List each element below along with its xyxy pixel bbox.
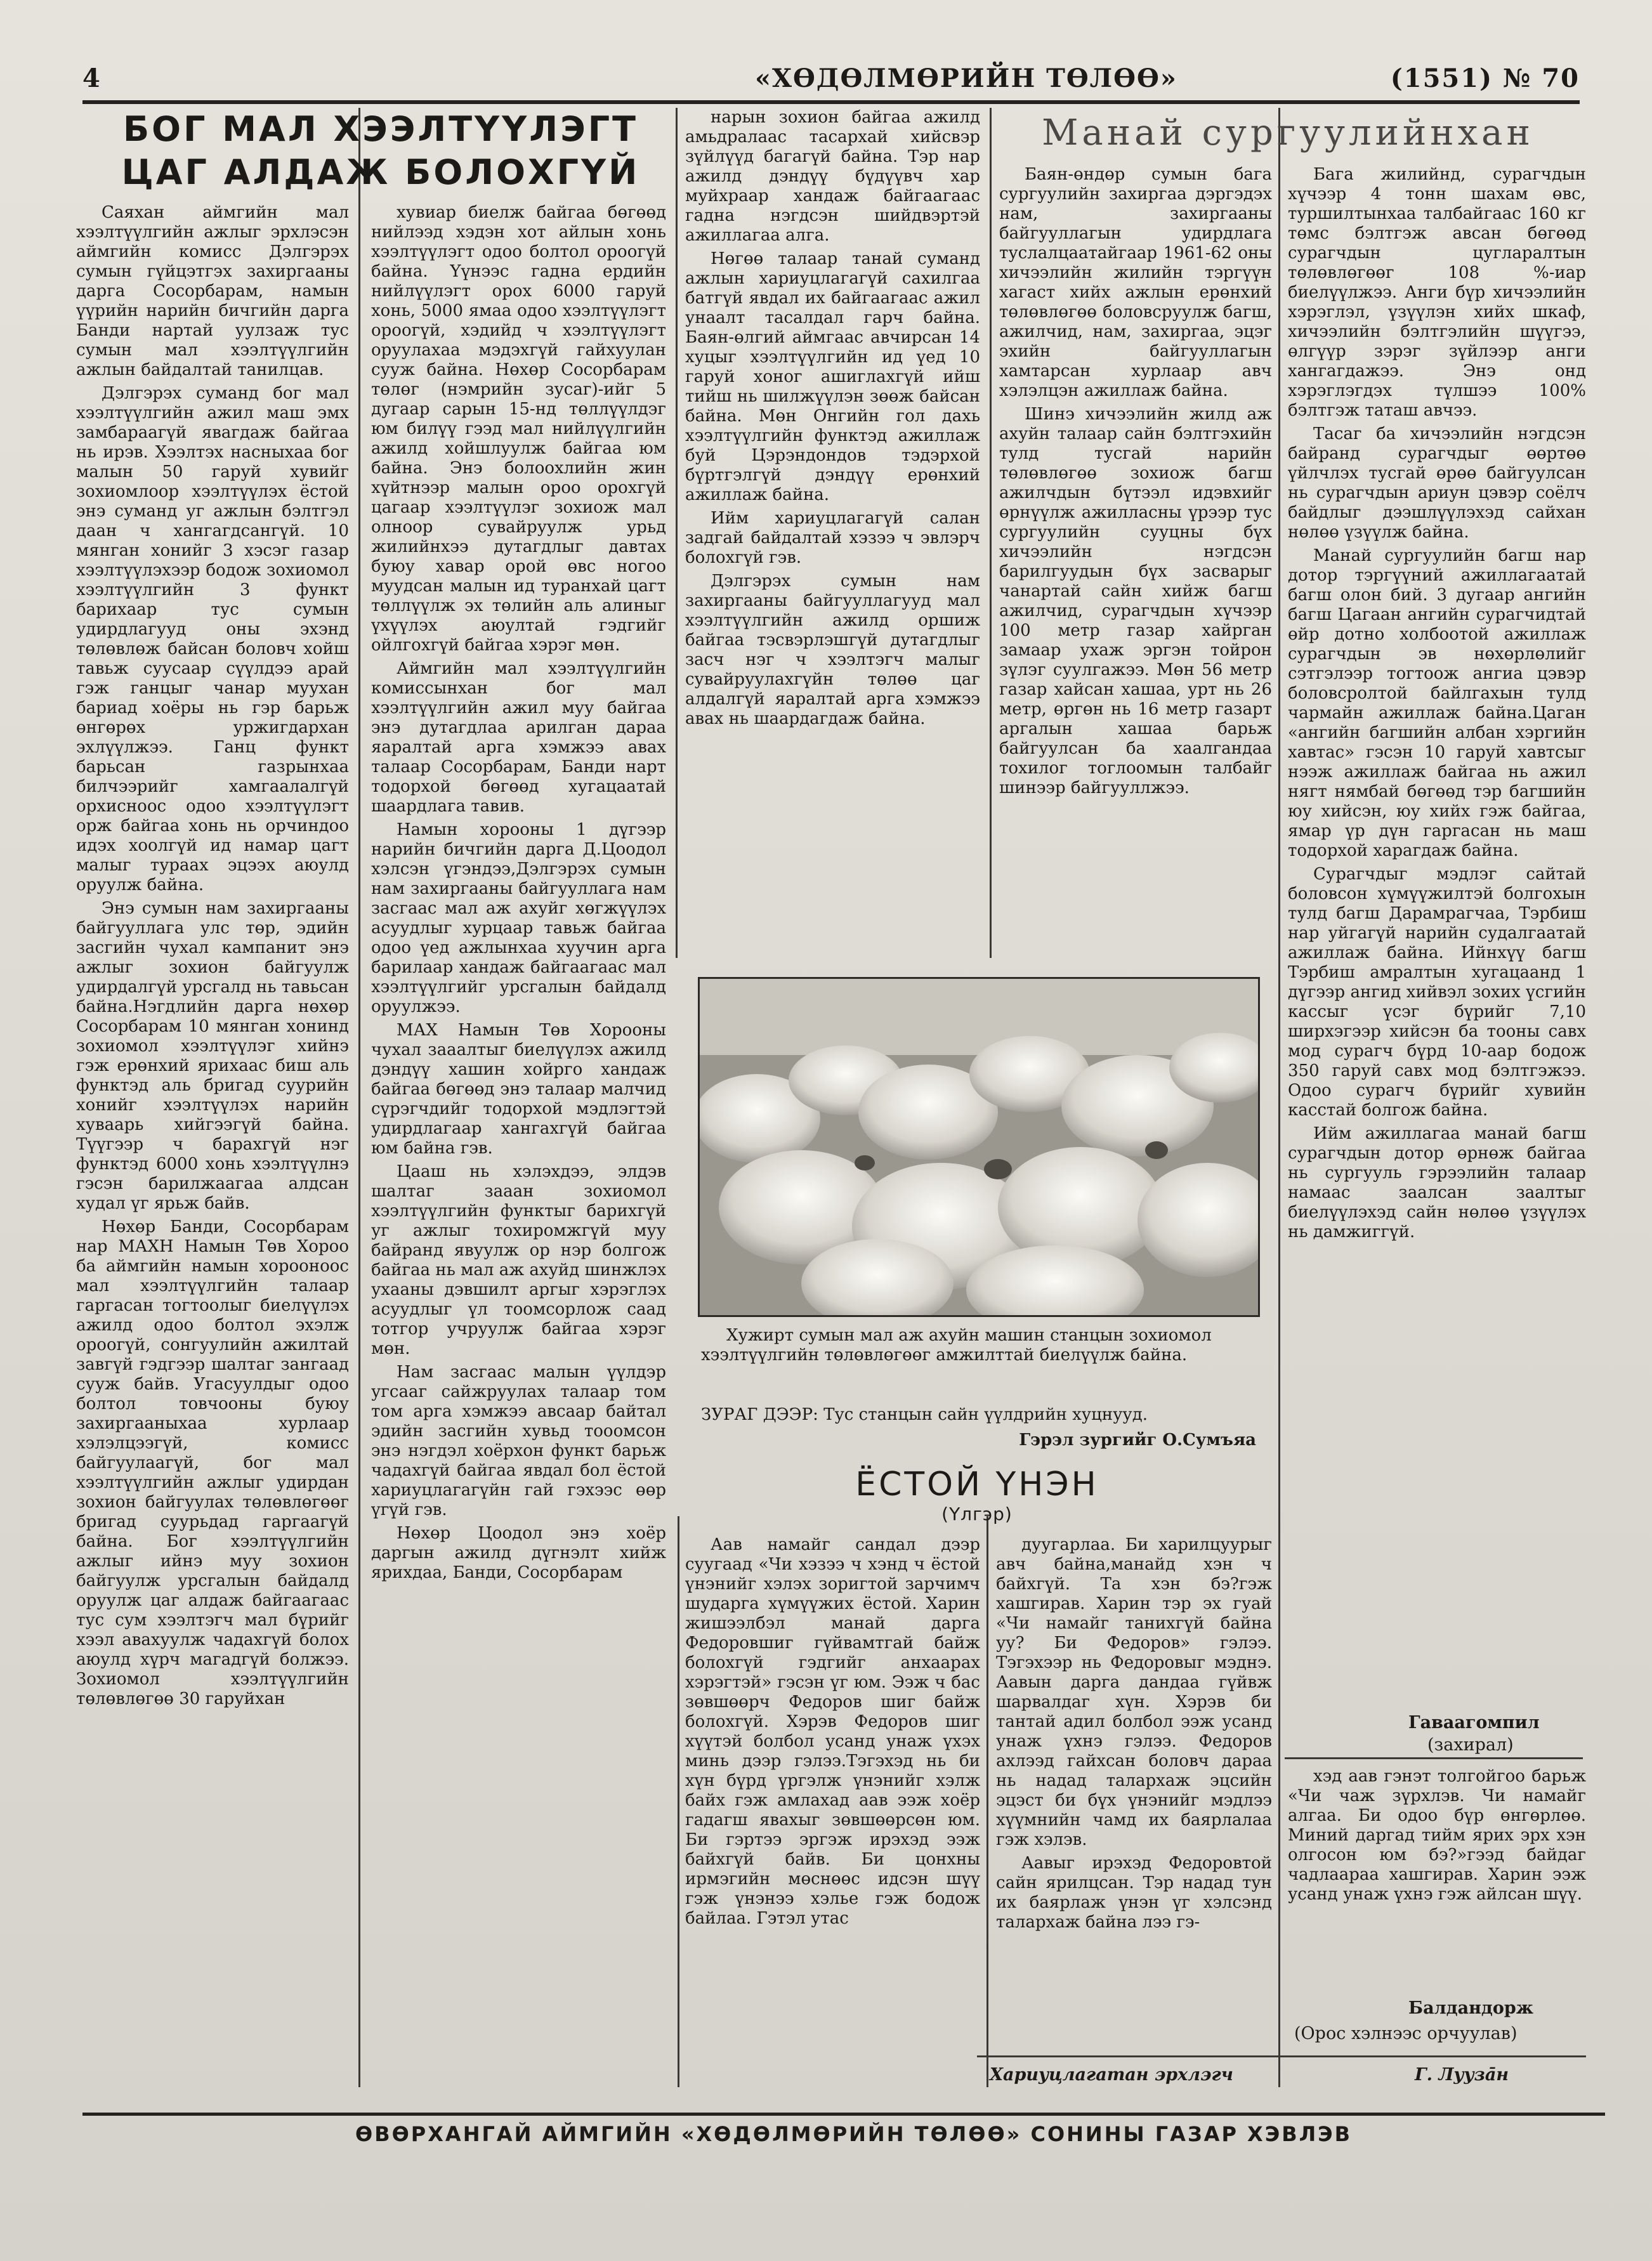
article1-headline: [89, 108, 672, 194]
paragraph: Цааш нь хэлэхдээ, элдэв шалтаг зааан зохиомол хээлтүүлгийн функтыг барихгүй уг ажлыг тохиромжгүй муу байранд явуулж ор нэр болгож байгаа нь мал аж ахуйд шинжлэх ухааны дэвшилт аргыг хэрэглэх асуудлыг үл тоомсорлож саад тотгор учруулж байгаа хэрэг мөн.: [371, 1162, 666, 1358]
column-divider: [1278, 108, 1280, 2087]
paragraph: Ийм ажиллагаа манай багш сурагчдын дотор өрнөж байгаа нь сургууль гэрээлийн талаар намаас заалсан заалтыг биелүүлэхэд сайн нөлөө үзүүлэх нь дамжиггүй.: [1288, 1124, 1586, 1242]
sheep-photo: [698, 977, 1260, 1317]
article3-column-1: [685, 1535, 980, 2081]
paragraph: дуугарлаа. Би харилцуурыг авч байна,манайд хэн ч байхгүй. Та хэн бэ?гэж хашгирав. Харин тэр эх гуай «Чи намайг танихгүй байна уу? Би Федоров» гэлээ. Тэгэхээр нь Федоровыг мэднэ. Аавын дарга дандаа гүйвж шарвалдаг хүн. Хэрэв би тантай адил болбол ээж усанд унаж үхнэ гэлээ. Федоров ахлээд гайхсан боловч дараа нь надад талархаж эцсийн эцэст би бүх үнэнийг мэдлээ хүүмнийн чамд их баярлалаа гэж хэлэв.: [996, 1535, 1272, 1849]
article-separator: [1285, 1757, 1583, 1759]
paragraph: Сурагчдыг мэдлэг сайтай боловсон хүмүүжилтэй болгохын тулд багш Дарамрагчаа, Тэрбиш нар уйгагүй нарийн судалгаатай ажиллаж байна. Ийнхүү багш Тэрбиш амралтын хугацаанд 1 дүгээр ангид хийвэл зохих үсгийн кассыг үсэг бүрийг 7,10 ширхэгээр хийсэн ба тооны савх мод сурагч бүрд 10-аар бодож 350 гаруй савх мод бэлтгэжээ. Одоо сурагч бүрийг хувийн касстай болгож байна.: [1288, 865, 1586, 1120]
article2-headline: Манай сургуулийнхан: [1042, 112, 1534, 154]
footer-rule: [82, 2113, 1605, 2116]
paragraph: Дэлгэрэх суманд бог мал хээлтүүлгийн ажил маш эмх замбараагүй явагдаж байгаа нь ирэв. Хээлтэх насныхаа бог малын 50 гаруй хувийг зохиомлоор хээлтүүлэх ёстой энэ суманд уг ажлын бэлтгэл даан ч хангагдсангүй. 10 мянган хонийг 3 хэсэг газар хээлтүүлэхээр бодож зохиомол хээлтүүлгийн 3 функт барихаар тус сумын удирдлагууд оны эхэнд төлөвлөж байсан боловч хойш тавьж суусаар сүүлдээ арай гэж ганцыг чанар муухан бариад хоёры нь гэр барьж өнгөрөх уржигдархан эхлүүлжээ. Ганц функт барьсан газрынхаа билчээрийг хамгаалалгүй орхисноос одоо хээлтүүлэгт орж байгаа хонь нь орчиндоо идэх хоолгүй ид намар цагт малыг тураах эцээх аюулд оруулж байна.: [76, 384, 349, 895]
newspaper-title: «ХӨДӨЛМӨРИЙН ТӨЛӨӨ»: [755, 63, 1177, 93]
article1-headline-line2: ЦАГ АЛДАЖ БОЛОХГҮЙ: [121, 152, 640, 192]
paragraph: Саяхан аймгийн мал хээлтүүлгийн ажлыг эрхлэсэн аймгийн комисс Дэлгэрэх сумын гүйцэтгэх захиргааны дарга Сосорбарам, намын үүрийн нарийн бичгийн дарга Банди нартай уулзаж тус сумын мал хээлтүүлгийн ажлын байдалтай танилцав.: [76, 203, 349, 379]
editor-rule: [977, 2055, 1586, 2057]
article2-author: Гаваагомпил: [1408, 1713, 1540, 1733]
paragraph: Нөхөр Цоодол энэ хоёр даргын ажилд дүгнэлт хийж ярихдаа, Банди, Сосорбарам: [371, 1524, 666, 1582]
article3-author-role: (Орос хэлнээс орчуулав): [1294, 2024, 1518, 2043]
column-divider: [678, 1516, 679, 2087]
article1-column-2: [371, 203, 666, 2100]
article3-subhead: (Үлгэр): [941, 1504, 1013, 1524]
editor-title: Хариуцлагатан эрхлэгч: [990, 2065, 1233, 2085]
paragraph: Манай сургуулийн багш нар дотор тэргүүний ажиллагаатай багш олон бий. 3 дугаар ангийн багш Цагаан ангийн сурагчидтай өйр дотно холбоотой ажиллаж сурагчдын эв нөхөрлөлийг сэтгэлээр тогтоож ангиа цэвэр боловсролтой байлгахын тулд чармайн ажиллаж байна.Цаган «ангийн багшийн албан хэргийн хавтас» гэсэн 10 гаруй хавтсыг нээж ажиллаж байгаа нь ажил нягт нямбай бөгөөд тэр багшийн юу хийсэн, юу хийх гэж байгаа, ямар үр дүн гаргасан нь маш тодорхой харагдаж байна.: [1288, 546, 1586, 860]
paragraph: Аавыг ирэхэд Федоровтой сайн ярилцсан. Тэр надад тун их баярлаж үнэн үг хэлсэнд талархаж байна лээ гэ-: [996, 1854, 1272, 1932]
paragraph: хэд аав гэнэт толгойгоо барьж «Чи чаж зүрхлэв. Чи намайг алгаа. Би одоо бүр өнгөрлөө. Миний даргад тийм ярих эрх хэн олгосон юм бэ?»гээд байдаг чадлаараа хашгирав. Харин ээж усанд унаж үхнэ гэж айлсан шүү.: [1288, 1767, 1586, 1904]
article3-headline: ЁСТОЙ ҮНЭН: [855, 1465, 1099, 1504]
paragraph: Дэлгэрэх сумын нам захиргааны байгууллагууд мал хээлтүүлгийн ажилд оршиж байгаа тэсвэрлэшгүй дутагдлыг засч нэг ч хээлтэгч малыг сувайруулахгүйн төлөө цаг алдалгүй яаралтай арга хэмжээ авах нь шаардагдаж байна.: [685, 572, 980, 728]
article1-column-3: [685, 108, 980, 958]
sheep-photo-image: [700, 979, 1258, 1315]
editor-name: Г. Лууза̄н: [1415, 2065, 1509, 2085]
printer-footer: ӨВӨРХАНГАЙ АЙМГИЙН «ХӨДӨЛМӨРИЙН ТӨЛӨӨ» СОНИНЫ ГАЗАР ХЭВЛЭВ: [355, 2122, 1353, 2146]
paragraph: Нөгөө талаар танай суманд ажлын хариуцлагагүй сахилгаа батгүй явдал их байгаагаас ажил унаалт тасалдал гарч байна. Баян-өлгий аймгаас авчирсан 14 хуцыг хээлтүүлгийн ид үед 10 гаруй хоног ашиглахгүй ийш тийш нь шилжүүлэн зөөж байсан байна. Мөн Онгийн гол дахь хээлтүүлгийн функтэд ажиллаж буй Цэрэндондов тэдэрхой бүртгэлгүй дэндүү ерөнхий ажиллаж байна.: [685, 249, 980, 504]
column-divider: [987, 1516, 988, 2087]
paragraph: хувиар биелж байгаа бөгөөд нийлээд хэдэн хот айлын хонь хээлтүүлэгт одоо болтол ороогүй байна. Үүнээс гадна ердийн нийлүүлэгт орох 6000 гаруй хонь, 5000 ямаа одоо хээлтүүлэгт ороогүй, хэдийд ч хээлтүүлэгт оруулахаа мэдэхгүй гайхуулан сууж байна. Нөхөр Сосорбарам төлөг (нэмрийн зусаг)-ийг 5 дугаар сарын 15-нд төллүүлдэг юм билүү гээд мал нийлүүлгийн ажилд хойшлуулж байгаа юм байна. Энэ болоохлийн жин хүйтнээр малын ороо орохгүй цагаар хээлтүүлэг зохиож мал олноор сувайруулж урьд жилийнхээ дутагдлыг давтах буюу хавар орой өвс ногоо муудсан малын ид туранхай цагт төллүүлж эх төлийн аль алиныг үхүүлэх аюултай гэдгийг ойлгохгүй байгаа хэрэг мөн.: [371, 203, 666, 655]
article3-author: Балдандорж: [1408, 1998, 1534, 2018]
paragraph: Нөхөр Банди, Сосорбарам нар МАХН Намын Төв Хороо ба аймгийн намын хорооноос мал хээлтүүлгийн талаар гаргасан тогтоолыг биелүүлэх ажилд одоо болтол эхэлж ороогүй, сонгуулийн ажилтай завгүй гэдгээр шалтаг зангаад сууж байв. Угасуулдыг одоо болтол товчооны буюу захиргааныхаа хурлаар хэлэлцээгүй, комисс байгуулаагүй, бог мал хээлтүүлгийн ажлыг удирдан зохион байгуулах төлөвлөгөөг бригад суурьдад гаргаагүй байна. Бог хээлтүүлгийн ажлыг ийнэ муу зохион байгуулж урсгалын байдалд оруулж цаг алдаж байгаагаас тус сум хээлтэгч мал бүрийг хээл авахуулж чадахгүй болох аюулд хүрч магадгүй болжээ. Зохиомол хээлтүүлгийн төлөвлөгөө 30 гаруйхан: [76, 1217, 349, 1708]
paragraph: Бага жилийнд, сурагчдын хүчээр 4 тонн шахам өвс, туршилтынхаа талбайгаас 160 кг төмс бэлтгэж авсан бөгөөд сурагчдын цугларалтын төлөвлөгөөг 108 %-иар биелүүлжээ. Анги бүр хичээлийн хэрэглэл, үзүүлэн хийх шкаф, хичээлийн бэлтгэлийн шүүгээ, өлгүүр зэрэг зүйлээр анги хангагдажээ. Энэ онд хэрэглэгдэх түлшээ 100% бэлтгэж таташ авчээ.: [1288, 165, 1586, 420]
paragraph: Энэ сумын нам захиргааны байгууллага улс төр, эдийн засгийн чухал кампанит энэ ажлыг зохион байгуулж удирдалгүй урсгалд нь тавьсан байна.Нэгдлийн дарга нөхөр Сосорбарам 10 мянган хонинд зохиомол хээлтүүлэг хийнэ гэж ерөнхий ярихаас биш аль функтэд аль бригад суурийн хонийг хээлтүүлэх нарийн хуваарь хийгээгүй байна. Түүгээр ч барахгүй нэг функтэд 6000 хонь хээлтүүлнэ гэсэн барилжаагаа алдсан худал үг ярьж байв.: [76, 899, 349, 1213]
paragraph: Ийм хариуцлагагүй салан задгай байдалтай хэзээ ч эвлэрч болохгүй гэв.: [685, 509, 980, 567]
article1-column-1: [76, 203, 349, 2100]
article2-column-1: [999, 165, 1272, 945]
column-divider: [676, 108, 678, 958]
paragraph: нарын зохион байгаа ажилд амьдралаас тасархай хийсвэр зүйлүүд багагүй байна. Тэр нар ажилд дэндүү бүдүүвч хар муйхраар хандаж байгаагаас гадна нэгдсэн шийдвэртэй ажиллагаа алга.: [685, 108, 980, 245]
column-divider: [358, 108, 360, 2087]
paragraph: МАХ Намын Төв Хорооны чухал зааалтыг биелүүлэх ажилд дэндүү хашин хойрго хандаж байгаа бөгөөд энэ талаар малчид сүрэгчдийг тодорхой мэдлэгтэй удирдлагаар хангахгүй байгаа юм байна гэв.: [371, 1021, 666, 1158]
article2-column-2: [1288, 165, 1586, 1707]
header-rule: [82, 100, 1580, 104]
issue-number: (1551) № 70: [1390, 63, 1580, 93]
article3-column-2: [996, 1535, 1272, 2068]
paragraph: Аймгийн мал хээлтүүлгийн комиссынхан бог мал хээлтүүлгийн ажил муу байгаа энэ дутагдлаа арилган дараа яаралтай арга хэмжээ авах талаар Сосорбарам, Банди нарт тодорхой бөгөөд хугацаатай шаардлага тавив.: [371, 659, 666, 816]
paragraph: Тасаг ба хичээлийн нэгдсэн байранд сурагчдыг өөртөө үйлчлэх тусгай өрөө байгуулсан нь сурагчдын ариун цэвэр соёлч байдлыг дээшлүүлэхэд сайхан нөлөө үзүүлж байна.: [1288, 424, 1586, 542]
page-header: [38, 57, 1580, 102]
article2-author-role: (захирал): [1427, 1735, 1514, 1755]
photo-credit: Гэрэл зургийг О.Сумъяа: [1019, 1431, 1256, 1450]
article1-headline-line1: БОГ МАЛ ХЭЭЛТҮҮЛЭГТ: [123, 109, 638, 149]
paragraph: Аав намайг сандал дээр суугаад «Чи хэзээ ч хэнд ч ёстой үнэнийг хэлэх зоригтой зарчимч шударга хүмүүжих ёстой. Харин жишээлбэл манай дарга Федоровшиг гүйвамтгай байж болохгүй гэдгийг анхаарах хэрэгтэй» гэсэн үг юм. Ээж ч бас зөвшөөрч Федоров шиг байж болохгүй. Хэрэв Федоров шиг хүүтэй болбол усанд унаж үхэх минь дээр гэлээ.Тэгэхэд нь би хүн бүрд үргэлж үнэнийг хэлж байх гэж амлахад аав ээж хоёр гадагш явахыг зөвшөөрсөн юм. Би гэртээ эргэж ирэхэд ээж байхгүй байв. Би цонхны ирмэгийн мөснөөс идсэн шүү гэж үнэнээ хэлье гэж бодож байлаа. Гэтэл утас: [685, 1535, 980, 1928]
photo-caption: Хужирт сумын мал аж ахуйн машин станцын зохиомол хээлтүүлгийн төлөвлөгөөг амжилттай биелүүлж байна.: [701, 1326, 1212, 1365]
paragraph: Намын хорооны 1 дүгээр нарийн бичгийн дарга Д.Цоодол хэлсэн үгэндээ,Дэлгэрэх сумын нам захиргааны байгууллага нам засгаас мал аж ахуйг хөгжүүлэх асуудлыг хурцаар тавьж байгаа одоо үед ажлынхаа хуучин арга барилаар хандаж байгаагаас мал хээлтүүлгийг урсгалын байдалд оруулжээ.: [371, 820, 666, 1016]
article3-column-3: [1288, 1767, 1586, 1982]
paragraph: Нам засгаас малын үүлдэр угсааг сайжруулах талаар том том арга хэмжээ авсаар байтал эдийн засгийн хувьд тооомсон энэ нэгдэл хоёрхон функт барьж чадахгүй байгаа явдал бол ёстой хариуцлагагүйн гай гэхээс өөр үгүй гэв.: [371, 1363, 666, 1519]
photo-caption-2: ЗУРАГ ДЭЭР: Тус станцын сайн үүлдрийн хуцнууд.: [701, 1405, 1148, 1424]
paragraph: Баян-өндөр сумын бага сургуулийн захиргаа дэргэдэх нам, захиргааны байгууллагын удирдлага туслалцаатайгаар 1961-62 оны хичээлийн жилийн тэргүүн хагаст хийх ажлын ерөнхий төлөвлөгөө боловсруулж багш, ажилчид, нам, захиргаа, эцэг эхийн байгууллагын хамтарсан хурлаар авч хэлэлцэн ажиллаж байна.: [999, 165, 1272, 400]
column-divider: [990, 108, 992, 958]
paragraph: Шинэ хичээлийн жилд аж ахуйн талаар сайн бэлтгэхийн тулд тусгай нарийн төлөвлөгөө зохиож багш ажилчдын бүтээл идэвхийг өрнүүлж ажилласны үрээр тус сургуулийн сууцны бүх хичээлийн нэгдсэн барилгуудын бүх засварыг чанартай сайн хийж багш ажилчид, сурагчдын хүчээр 100 метр газар хайрган замаар ухаж эргэн тойрон зүлэг суулгажээ. Мөн 56 метр газар хайсан хашаа, урт нь 26 метр, өргөн нь 16 метр газарт аргалын хашаа барьж байгуулсан ба хаалгандаа тохилог тоглоомын талбайг шинээр байгууллжээ.: [999, 405, 1272, 797]
page-number: 4: [82, 63, 102, 93]
